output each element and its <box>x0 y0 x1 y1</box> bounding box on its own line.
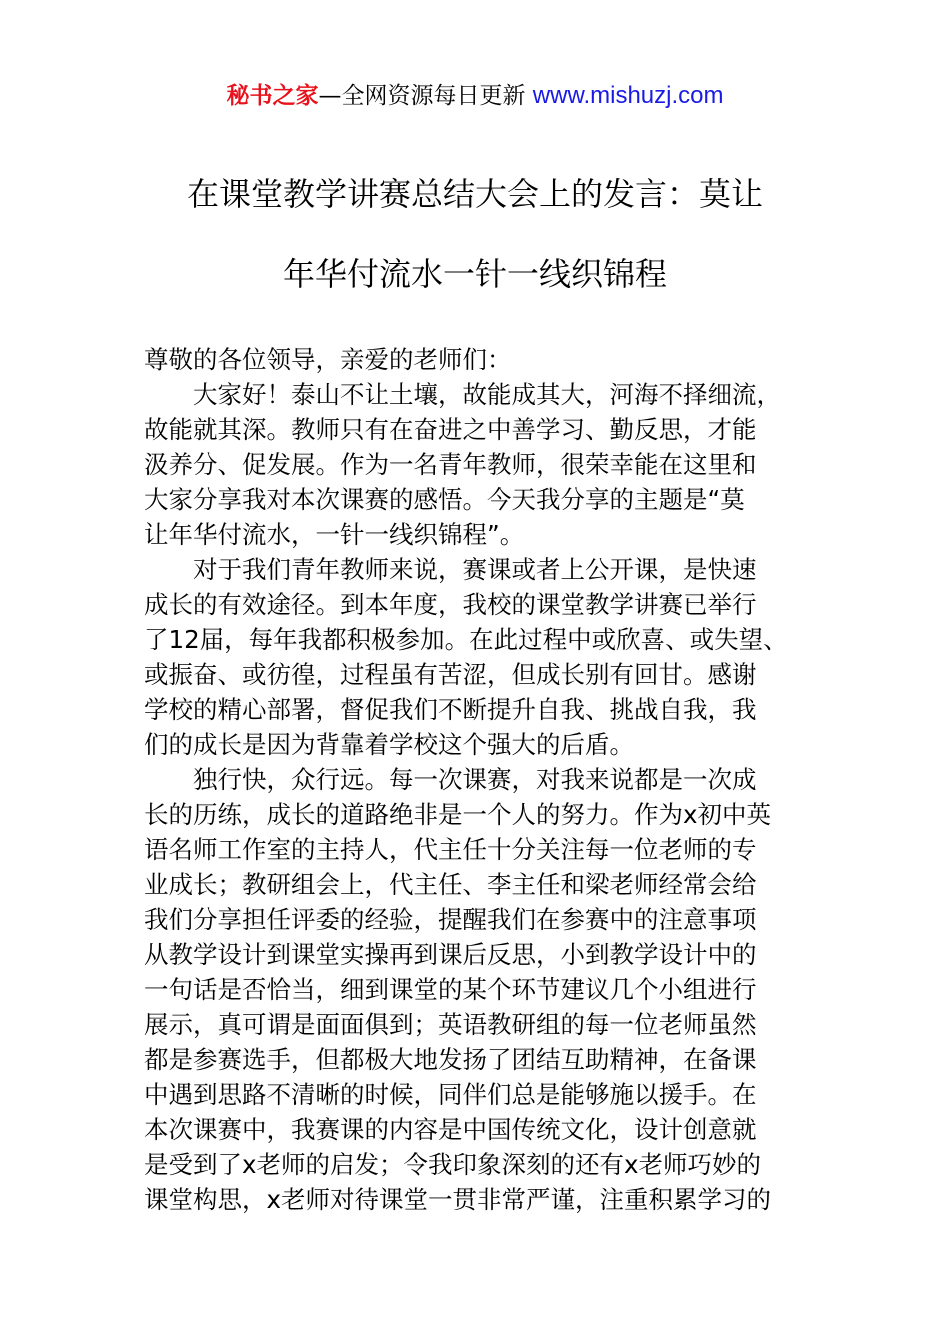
document-title <box>140 172 810 332</box>
paragraph-3-line: 中遇到思路不清晰的时候，同伴们总是能够施以援手。在 <box>144 1080 757 1109</box>
paragraph-1-line: 大家分享我对本次课赛的感悟。今天我分享的主题是“莫 <box>144 485 745 514</box>
paragraph-2-line: 对于我们青年教师来说，赛课或者上公开课，是快速 <box>193 555 757 584</box>
paragraph-1-line: 汲养分、促发展。作为一名青年教师，很荣幸能在这里和 <box>144 450 757 479</box>
paragraph-1-line: 大家好！泰山不让土壤，故能成其大，河海不择细流， <box>193 380 781 409</box>
paragraph-3-line: 从教学设计到课堂实操再到课后反思，小到教学设计中的 <box>144 940 757 969</box>
paragraph-3-line: 语名师工作室的主持人，代主任十分关注每一位老师的专 <box>144 835 757 864</box>
site-header <box>0 80 950 112</box>
paragraph-3-line: 独行快，众行远。每一次课赛，对我来说都是一次成 <box>193 765 757 794</box>
paragraph-3-line: 课堂构思，x老师对待课堂一贯非常严谨，注重积累学习的 <box>144 1185 771 1214</box>
paragraph-3-line: 长的历练，成长的道路绝非是一个人的努力。作为x初中英 <box>144 800 771 829</box>
document-body <box>144 342 814 1217</box>
paragraph-3-line: 都是参赛选手，但都极大地发扬了团结互助精神，在备课 <box>144 1045 757 1074</box>
paragraph-1-line: 故能就其深。教师只有在奋进之中善学习、勤反思，才能 <box>144 415 757 444</box>
brand-name: 秘书之家 <box>226 83 319 109</box>
paragraph-3-line: 本次课赛中，我赛课的内容是中国传统文化，设计创意就 <box>144 1115 757 1144</box>
paragraph-2-line: 成长的有效途径。到本年度，我校的课堂教学讲赛已举行 <box>144 590 757 619</box>
paragraph-2-line: 或振奋、或彷徨，过程虽有苦涩，但成长别有回甘。感谢 <box>144 660 757 689</box>
title-line-1: 在课堂教学讲赛总结大会上的发言：莫让 <box>186 175 763 213</box>
paragraph-2-line: 了12届，每年我都积极参加。在此过程中或欣喜、或失望、 <box>144 625 788 654</box>
paragraph-2-line: 学校的精心部署，督促我们不断提升自我、挑战自我，我 <box>144 695 757 724</box>
site-url-link[interactable]: www.mishuzj.com <box>532 82 724 109</box>
title-line-2: 年华付流水一针一线织锦程 <box>282 255 667 293</box>
paragraph-3-line: 我们分享担任评委的经验，提醒我们在参赛中的注意事项 <box>144 905 757 934</box>
paragraph-3-line: 业成长；教研组会上，代主任、李主任和梁老师经常会给 <box>144 870 757 899</box>
header-tagline: —全网资源每日更新 <box>318 83 533 109</box>
paragraph-2-line: 们的成长是因为背靠着学校这个强大的后盾。 <box>144 730 634 759</box>
salutation: 尊敬的各位领导，亲爱的老师们： <box>144 345 512 374</box>
paragraph-3-line: 展示，真可谓是面面俱到；英语教研组的每一位老师虽然 <box>144 1010 757 1039</box>
paragraph-3-line: 是受到了x老师的启发；令我印象深刻的还有x老师巧妙的 <box>144 1150 761 1179</box>
paragraph-3-line: 一句话是否恰当，细到课堂的某个环节建议几个小组进行 <box>144 975 757 1004</box>
paragraph-1-line: 让年华付流水，一针一线织锦程”。 <box>144 520 525 549</box>
